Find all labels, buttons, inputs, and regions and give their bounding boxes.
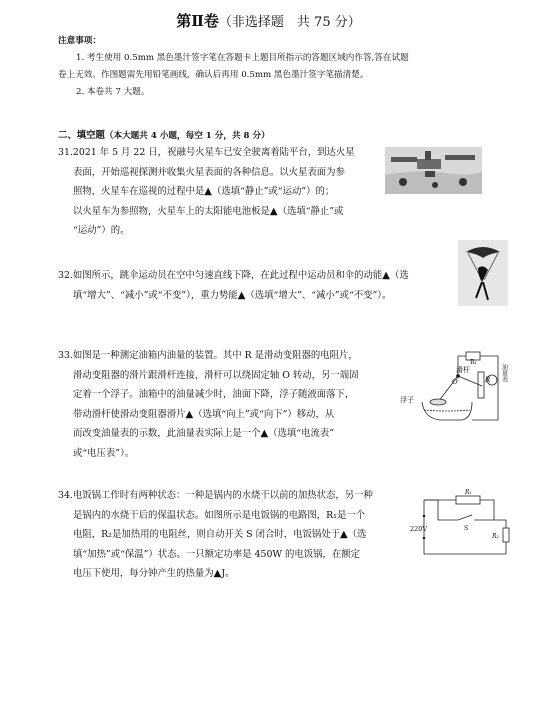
section2-note: （本大题共 4 小题，每空 1 分，共 8 分） [104, 131, 270, 141]
answer-blank-34b: ▲ [213, 568, 222, 579]
q33-line1: 33.如图是一种测定油箱内油量的装置。其中 R 是滑动变阻器的电阻片， [58, 350, 358, 361]
q34-line5-tail: J。 [221, 568, 235, 579]
question-33 [58, 346, 408, 463]
q32-line1-text: 32.如图所示，跳伞运动员在空中匀速直线下降，在此过程中运动员和伞的动能 [58, 270, 383, 281]
q33-line4 [58, 405, 408, 425]
fig33-rod-label: 滑杆 [456, 366, 470, 374]
q31-line4-text: 以火星车为参照物，火星车上的太阳能电池板是 [73, 205, 270, 217]
answer-blank-31a: ▲ [204, 186, 212, 197]
rice-cooker-circuit-diagram [408, 488, 518, 560]
q34-line4: 填“加热”或“保温”）状态。一只额定功率是 450W 的电饭锅，在额定 [73, 548, 361, 560]
q34-line3-text: 电阻，R₂是加热用的电阻丝，则自动开关 S 闭合时，电饭锅处于 [73, 529, 340, 540]
q33-line4-text: 带动滑杆使滑动变阻器滑片 [73, 408, 186, 420]
answer-blank-33a: ▲ [185, 408, 194, 420]
title-main: 第Ⅱ卷 [176, 12, 219, 30]
q31-line4-tail: （选填“静止”或 [277, 205, 344, 217]
q34-line5 [58, 564, 418, 584]
notes-item1-line1: 1. 考生使用 0.5mm 黑色墨汁签字笔在答题卡上题目所指示的答题区域内作答,答在试题 [76, 53, 409, 63]
q34-line3 [58, 525, 418, 545]
mars-rover-photo [385, 147, 482, 194]
q32-line2 [58, 286, 458, 306]
q33-line6: 或“电压表”）。 [73, 447, 135, 459]
q33-line5-tail: （选填“电流表” [268, 428, 335, 439]
q34-line5-text: 电压下使用，每分钟产生的热量为 [73, 568, 214, 579]
question-32 [58, 266, 458, 305]
title-subtitle: （非选择题 共 75 分） [218, 15, 361, 30]
q32-line1-tail: （选 [390, 270, 409, 281]
q33-line2: 滑动变阻器的滑片跟滑杆连接，滑杆可以绕固定轴 O 转动，另一端固 [73, 369, 359, 381]
q33-line5-text: 而改变油量表的示数，此油量表实际上是一个 [73, 428, 261, 439]
q31-line3-text: 照物，火星车在巡视的过程中是 [73, 186, 205, 197]
fig34-r1-label: R₁ [465, 489, 472, 496]
q33-line4-tail: （选填“向上”或“向下”）移动，从 [193, 408, 335, 420]
fig33-o-label: O [452, 378, 458, 386]
answer-blank-33b: ▲ [260, 428, 269, 439]
q33-line5 [58, 424, 408, 444]
q34-line3-tail: （选 [347, 529, 367, 540]
fig34-s-label: S [464, 525, 469, 532]
q31-line1: 31.2021 年 5 月 22 日，祝融号火星车已安全驶离着陆平台，到达火星 [58, 147, 355, 158]
q31-line3-tail: （选填“静止”或“运动”）的； [211, 186, 335, 197]
q31-line3 [58, 182, 388, 202]
q32-line2-text: 填“增大”、“减小”或“不变”），重力势能 [73, 289, 238, 301]
answer-blank-32b: ▲ [237, 289, 246, 301]
fig33-float-label: 浮子 [400, 396, 414, 404]
answer-blank-34a: ▲ [339, 529, 348, 540]
q32-line2-tail: （选填“增大”、“减小”或“不变”）。 [245, 289, 392, 301]
fig33-r1-label: R₁ [470, 359, 477, 366]
q31-line2: 表面，开始巡视探测并收集火星表面的各种信息。以火星表面为参 [73, 166, 345, 178]
question-31 [58, 143, 388, 241]
fig33-meter-label: 油量表 [500, 364, 508, 382]
q34-line1: 34.电饭锅工作时有两种状态：一种是锅内的水烧干以前的加热状态，另一种 [58, 490, 373, 501]
answer-blank-31b: ▲ [269, 205, 278, 217]
section-title [0, 10, 537, 31]
notes-heading: 注意事项： [58, 36, 101, 46]
answer-blank-32a: ▲ [382, 270, 390, 281]
q31-line5: “运动”）的。 [73, 225, 130, 236]
parachutist-photo [458, 240, 508, 306]
q33-line3: 定着一个浮子。油箱中的油量减少时，油面下降，浮子随液面落下， [73, 389, 355, 400]
q32-line1 [58, 266, 458, 286]
q34-line2: 是锅内的水烧干后的保温状态。如图所示是电饭锅的电路图，R₁是一个 [73, 509, 366, 521]
notes-item1-line2: 卷上无效。作图题需先用铅笔画线，确认后再用 0.5mm 黑色墨汁签字笔描清楚。 [58, 70, 369, 80]
fig34-r2-label: R₂ [492, 533, 499, 540]
section2-title: 二、填空题 [58, 130, 105, 141]
fig33-r-label: R [485, 376, 491, 384]
fig34-voltage-label: 220V [410, 525, 428, 533]
q31-line4 [58, 202, 388, 222]
fuel-gauge-diagram [400, 350, 518, 434]
question-34 [58, 486, 418, 584]
notes-item2: 2. 本卷共 7 大题。 [76, 87, 150, 97]
